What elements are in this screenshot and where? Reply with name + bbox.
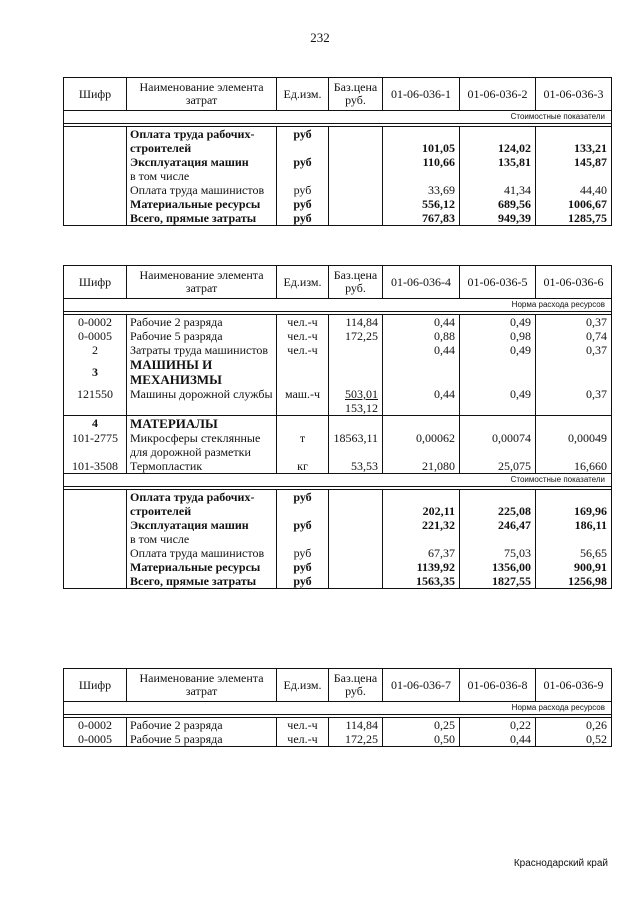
subheader-label: Стоимостные показатели [64, 474, 612, 487]
subheader-row [64, 111, 612, 124]
table-row: 0-0002 Рабочие 2 разряда чел.-ч 114,84 0,44 0,49 0,37 [64, 315, 612, 330]
col-price-header: Баз.цена руб. [329, 266, 383, 299]
table-row: в том числе [64, 169, 612, 183]
table-header-row [64, 669, 612, 702]
table-row: Всего, прямые затраты руб 767,83 949,39 1285,75 [64, 211, 612, 226]
col-code-3: 01-06-036-3 [536, 78, 612, 111]
table-row: Оплата труда рабочих-строителей руб 202,11 225,08 169,96 [64, 490, 612, 519]
table-row: Эксплуатация машин руб 110,66 135,81 145,87 [64, 155, 612, 169]
col-code-header: Шифр [64, 266, 127, 299]
subheader-label: Стоимостные показатели [64, 111, 612, 124]
col-code-8: 01-06-036-8 [460, 669, 536, 702]
col-code-5: 01-06-036-5 [460, 266, 536, 299]
col-unit-header: Ед.изм. [277, 266, 329, 299]
table-row: 101-3508 Термопластик кг 53,53 21,080 25,075 16,660 [64, 459, 612, 474]
col-code-6: 01-06-036-6 [536, 266, 612, 299]
table-row: Оплата труда рабочих-строителей руб 101,05 124,02 133,21 [64, 127, 612, 156]
col-code-1: 01-06-036-1 [383, 78, 460, 111]
col-code-header: Шифр [64, 78, 127, 111]
table-row: Всего, прямые затраты руб 1563,35 1827,55 1256,98 [64, 574, 612, 589]
col-code-header: Шифр [64, 669, 127, 702]
subheader-row [64, 474, 612, 487]
table-row: 0-0005 Рабочие 5 разряда чел.-ч 172,25 0,50 0,44 0,52 [64, 732, 612, 747]
cost-table-1 [63, 77, 612, 226]
col-name-header: Наименование элемента затрат [127, 669, 277, 702]
col-code-4: 01-06-036-4 [383, 266, 460, 299]
col-code-7: 01-06-036-7 [383, 669, 460, 702]
table-header-row [64, 266, 612, 299]
subheader-row [64, 702, 612, 715]
table-row: в том числе [64, 532, 612, 546]
col-name-header: Наименование элемента затрат [127, 78, 277, 111]
table-row: 0-0002 Рабочие 2 разряда чел.-ч 114,84 0,25 0,22 0,26 [64, 718, 612, 733]
col-code-9: 01-06-036-9 [536, 669, 612, 702]
col-name-header: Наименование элемента затрат [127, 266, 277, 299]
cost-table-2 [63, 265, 612, 589]
col-code-2: 01-06-036-2 [460, 78, 536, 111]
table-row: 2 Затраты труда машинистов чел.-ч 0,44 0,49 0,37 [64, 343, 612, 357]
col-price-header: Баз.цена руб. [329, 669, 383, 702]
machine-price-1: 503,01 [345, 387, 378, 401]
table-header-row [64, 78, 612, 111]
table-row: Материальные ресурсы руб 556,12 689,56 1006,67 [64, 197, 612, 211]
table-row: 121550 Машины дорожной службы маш.-ч 503,01 153,12 0,44 0,49 0,37 [64, 387, 612, 416]
table-row: Оплата труда машинистов руб 33,69 41,34 44,40 [64, 183, 612, 197]
table-row: 101-2775 Микросферы стеклянные для дорожной разметки т 18563,11 0,00062 0,00074 0,00049 [64, 431, 612, 459]
subheader-label: Норма расхода ресурсов [64, 702, 612, 715]
section-row: 3 МАШИНЫ И МЕХАНИЗМЫ [64, 357, 612, 387]
table-row: Оплата труда машинистов руб 67,37 75,03 56,65 [64, 546, 612, 560]
machine-price-2: 153,12 [345, 401, 378, 415]
subheader-label: Норма расхода ресурсов [64, 299, 612, 312]
col-unit-header: Ед.изм. [277, 669, 329, 702]
page-number: 232 [310, 30, 330, 45]
region-footer: Краснодарский край [513, 858, 608, 869]
subheader-row [64, 299, 612, 312]
section-row: 4 МАТЕРИАЛЫ [64, 416, 612, 432]
table-row: Эксплуатация машин руб 221,32 246,47 186,11 [64, 518, 612, 532]
cost-table-3 [63, 668, 612, 747]
col-unit-header: Ед.изм. [277, 78, 329, 111]
table-row: 0-0005 Рабочие 5 разряда чел.-ч 172,25 0,88 0,98 0,74 [64, 329, 612, 343]
col-price-header: Баз.цена руб. [329, 78, 383, 111]
table-row: Материальные ресурсы руб 1139,92 1356,00 900,91 [64, 560, 612, 574]
